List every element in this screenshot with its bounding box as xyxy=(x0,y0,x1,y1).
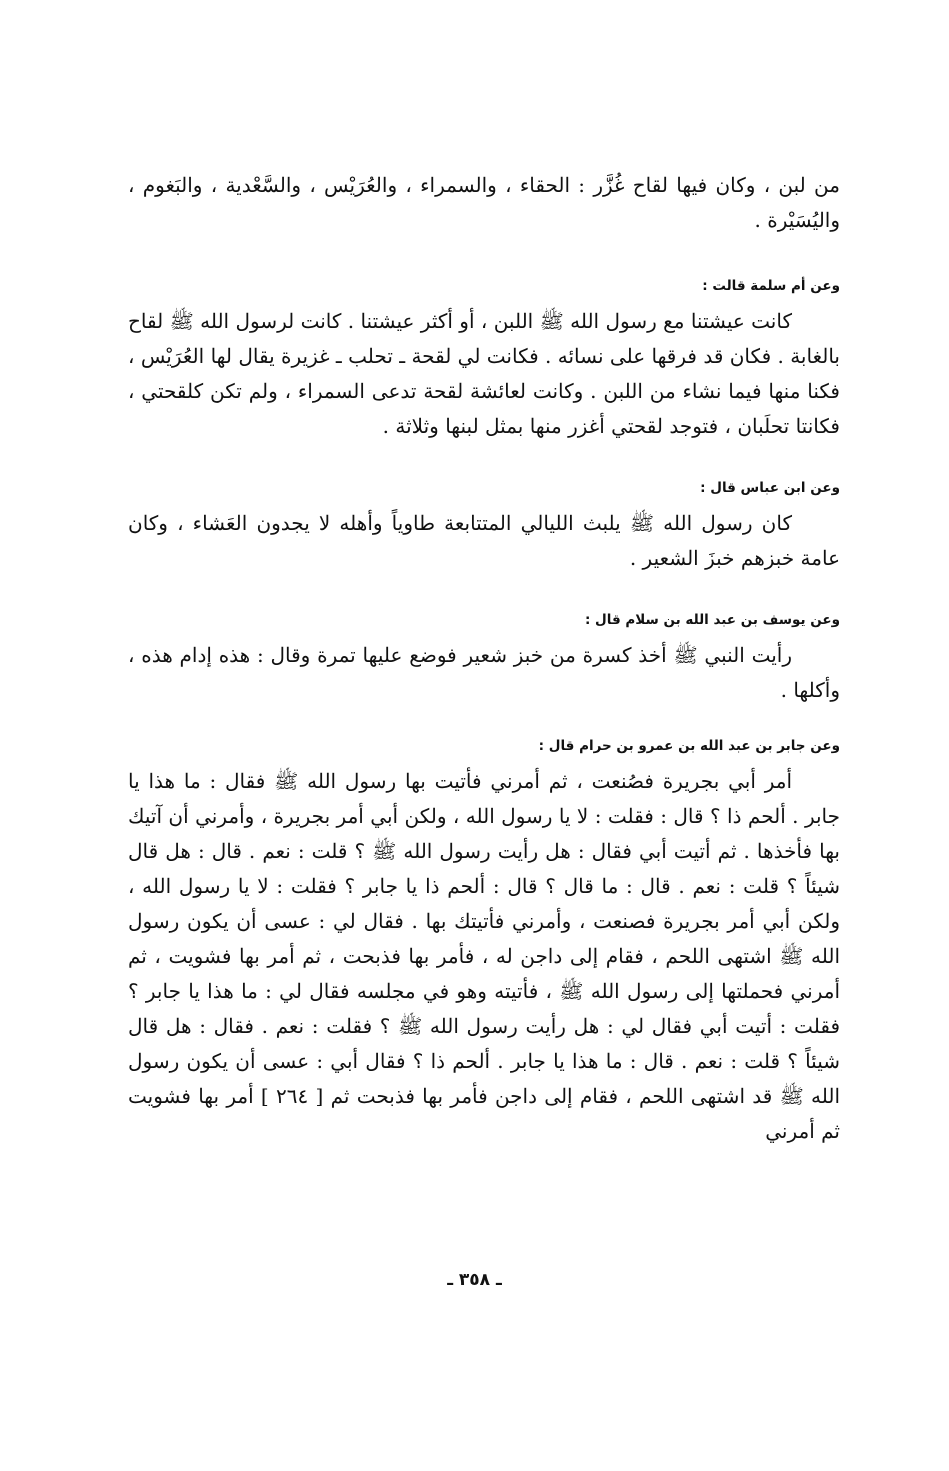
spacer xyxy=(128,708,840,736)
paragraph-5: أمر أبي بجريرة فصُنعت ، ثم أمرني فأتيت بها رسول الله ﷺ فقال : ما هذا يا جابر . ألحم ذا ؟ قال : فقلت : لا يا رسول الله ، ولكن أبي أمر بجريرة ، وأمرني أن آتيك بها فأخذها . ثم أتيت أبي فقال : هل رأيت رسول الله ﷺ ؟ قلت : نعم . قال : هل قال شيئاً ؟ قلت : نعم . قال : ما قال ؟ قال : ألحم ذا يا جابر ؟ فقلت : لا يا رسول الله ، ولكن أبي أمر بجريرة فصنعت ، وأمرني فأتيتك بها . فقال لي : عسى أن يكون رسول الله ﷺ اشتهى اللحم ، فقام إلى داجن له ، فأمر بها فذبحت ، ثم أمر بها فشويت ، ثم أمرني فحملتها إلى رسول الله ﷺ ، فأتيته وهو في مجلسه فقال لي : ما هذا يا جابر ؟ فقلت : أتيت أبي فقال لي : هل رأيت رسول الله ﷺ ؟ فقلت : نعم . فقال : هل قال شيئاً ؟ قلت : نعم . قال : ما هذا يا جابر . ألحم ذا ؟ فقال أبي : عسى أن يكون رسول الله ﷺ قد اشتهى اللحم ، فقام إلى داجن فأمر بها فذبحت ثم [ ٢٦٤ ] أمر بها فشويت ثم أمرني xyxy=(128,769,841,1143)
heading-jabir-bin-abdullah: وعن جابر بن عبد الله بن عمرو بن حرام قال : xyxy=(538,738,840,754)
spacer xyxy=(128,444,840,478)
spacer xyxy=(128,576,840,610)
paragraph-1: من لبن ، وكان فيها لقاح غُزَّر : الحقاء ، والسمراء ، والعُرَيْس ، والسَّعْدية ، والبَغوم ، واليُسَيْرة . xyxy=(128,173,840,232)
paragraph-3: كان رسول الله ﷺ يلبث الليالي المتتابعة طاوياً وأهله لا يجدون العَشاء ، وكان عامة خبزهم خبزَ الشعير . xyxy=(128,511,840,570)
heading-ibn-abbas: وعن ابن عباس قال : xyxy=(700,480,840,496)
page-number: ـ ٣٥٨ ـ xyxy=(447,1270,502,1290)
heading-um-salama: وعن أم سلمة قالت : xyxy=(702,278,840,294)
spacer xyxy=(128,238,840,276)
spacer xyxy=(128,296,840,304)
spacer xyxy=(128,756,840,764)
paragraph-4: رأيت النبي ﷺ أخذ كسرة من خبز شعير فوضع عليها تمرة وقال : هذه إدام هذه ، وأكلها . xyxy=(128,643,840,702)
spacer xyxy=(128,630,840,638)
spacer xyxy=(128,498,840,506)
heading-yusuf-bin-abdullah: وعن يوسف بن عبد الله بن سلام قال : xyxy=(584,612,840,628)
page-body xyxy=(128,168,840,1149)
paragraph-2: كانت عيشتنا مع رسول الله ﷺ اللبن ، أو أكثر عيشتنا . كانت لرسول الله ﷺ لقاح بالغابة . فكان قد فرقها على نسائه . فكانت لي لقحة ـ تحلب ـ غزيرة يقال لها العُرَيْس ، فكنا منها فيما نشاء من اللبن . وكانت لعائشة لقحة تدعى السمراء ، ولم تكن كلقحتي ، فكانتا تحلَبان ، فتوجد لقحتي أغزر منها بمثل لبنها وثلاثة . xyxy=(128,309,840,438)
